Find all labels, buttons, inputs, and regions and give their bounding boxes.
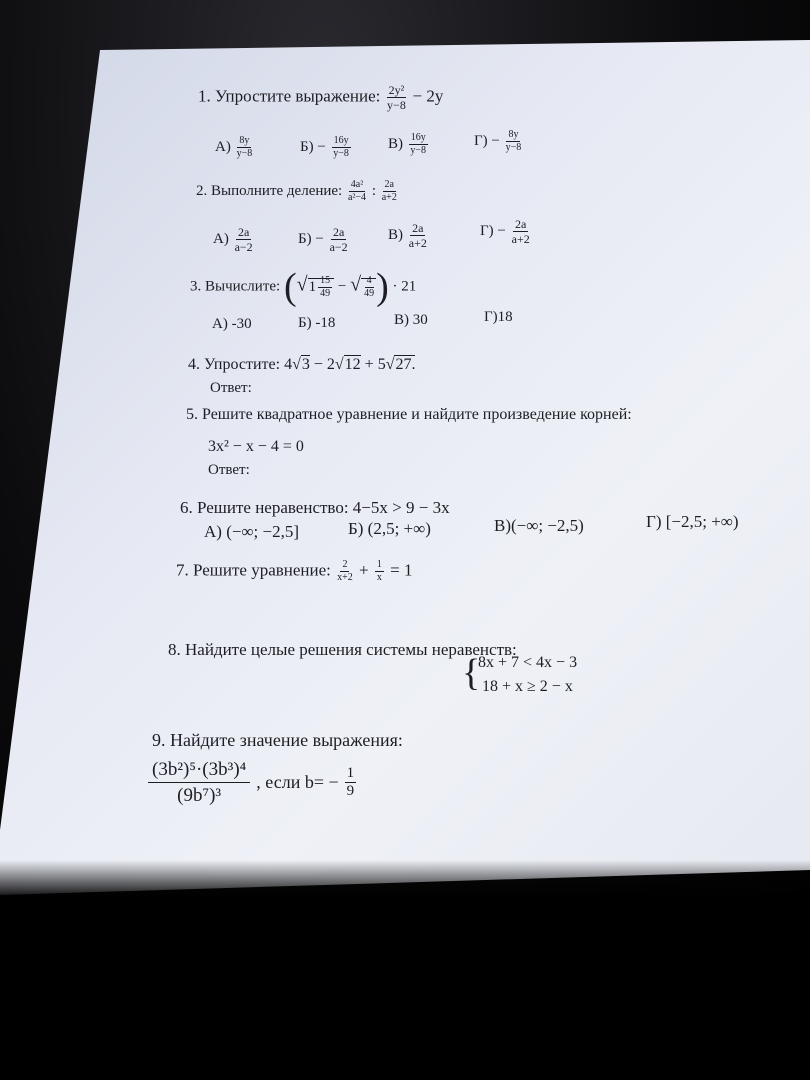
q1-option-d: Г) − $\frac{8y}{y-8}$ [474, 129, 522, 153]
q6-option-c: В)(−∞; −2,5) [494, 516, 584, 535]
system-brace: { [462, 652, 481, 694]
q1-option-b: Б) − $\frac{16y}{y-8}$ [300, 135, 349, 159]
question-2-label: 2. Выполните деление: [196, 182, 343, 199]
q3-option-d: Г)18 [484, 309, 513, 325]
question-1-label: 1. Упростите выражение: [198, 86, 381, 106]
q3-option-a: А) -30 [212, 316, 252, 332]
question-9-expression [146, 760, 358, 805]
fraction-denominator: (9b⁷)³ [177, 785, 222, 806]
system-line-1: 8x + 7 < 4x − 3 [478, 654, 578, 671]
question-8: 8. Найдите целые решения системы неравенств: [168, 640, 517, 659]
question-9-condition: , если b= − [256, 772, 339, 792]
q1-option-a: А) $\frac{8y}{y-8}$ [215, 135, 253, 159]
q6-option-a: А) (−∞; −2,5] [204, 522, 300, 541]
q3-option-b: Б) -18 [298, 315, 336, 331]
q6-option-b: Б) (2,5; +∞) [348, 519, 431, 538]
question-6: 6. Решите неравенство: 4−5x > 9 − 3x [180, 498, 450, 517]
question-9-fraction [148, 760, 250, 805]
system-line-2: 18 + x ≥ 2 − x [482, 678, 573, 695]
question-5-equation: 3x² − x − 4 = 0 [208, 438, 304, 455]
question-2: 2. Выполните деление: $\frac{\text{4a²}}{\text{a²−4}}$ : $\frac{2a}{a+2}$ [196, 179, 397, 203]
q6-option-d: Г) [−2,5; +∞) [646, 512, 739, 531]
question-5-answer: Ответ: [208, 462, 250, 478]
question-4-answer: Ответ: [210, 380, 252, 396]
question-3: 3. Вычислите: (√1 $\frac{15}{49}$ − √ $\frac{4}{49}$ ) · 21 [190, 266, 417, 308]
question-7-label: 7. Решите уравнение: [176, 560, 331, 580]
question-9: 9. Найдите значение выражения: [152, 730, 403, 750]
question-1-fraction [387, 84, 407, 111]
q3-option-c: В) 30 [394, 312, 428, 328]
fraction-numerator: (3b²)⁵·(3b³)⁴ [148, 760, 250, 783]
question-4-label: 4. Упростите: [188, 356, 281, 373]
question-7: 7. Решите уравнение: $\frac{2}{x+2}$ + $\frac{1}{x}$ = 1 [176, 559, 413, 583]
q2-option-b: Б) − $\frac{2a}{a-2}$ [298, 225, 348, 254]
question-1-tail: − 2y [412, 86, 444, 106]
fraction-numerator: 2y² [388, 83, 405, 97]
question-3-label: 3. Вычислите: [190, 278, 281, 295]
question-4: 4. Упростите: 4√3 − 2√12 + 5√27. [188, 356, 416, 373]
fraction-denominator: y−8 [387, 98, 406, 112]
q2-option-a: А) $\frac{2a}{a-2}$ [213, 225, 253, 254]
b-value-fraction: $\frac{1}{9}$ [346, 765, 355, 799]
question-1 [198, 84, 443, 111]
q1-option-c: В) $\frac{16y}{y-8}$ [388, 132, 427, 156]
question-5: 5. Решите квадратное уравнение и найдите произведение корней: [186, 406, 632, 423]
q2-option-c: В) $\frac{2a}{a+2}$ [388, 221, 427, 250]
dark-bottom-area [0, 860, 810, 1080]
q2-option-d: Г) − $\frac{2a}{a+2}$ [480, 217, 530, 246]
